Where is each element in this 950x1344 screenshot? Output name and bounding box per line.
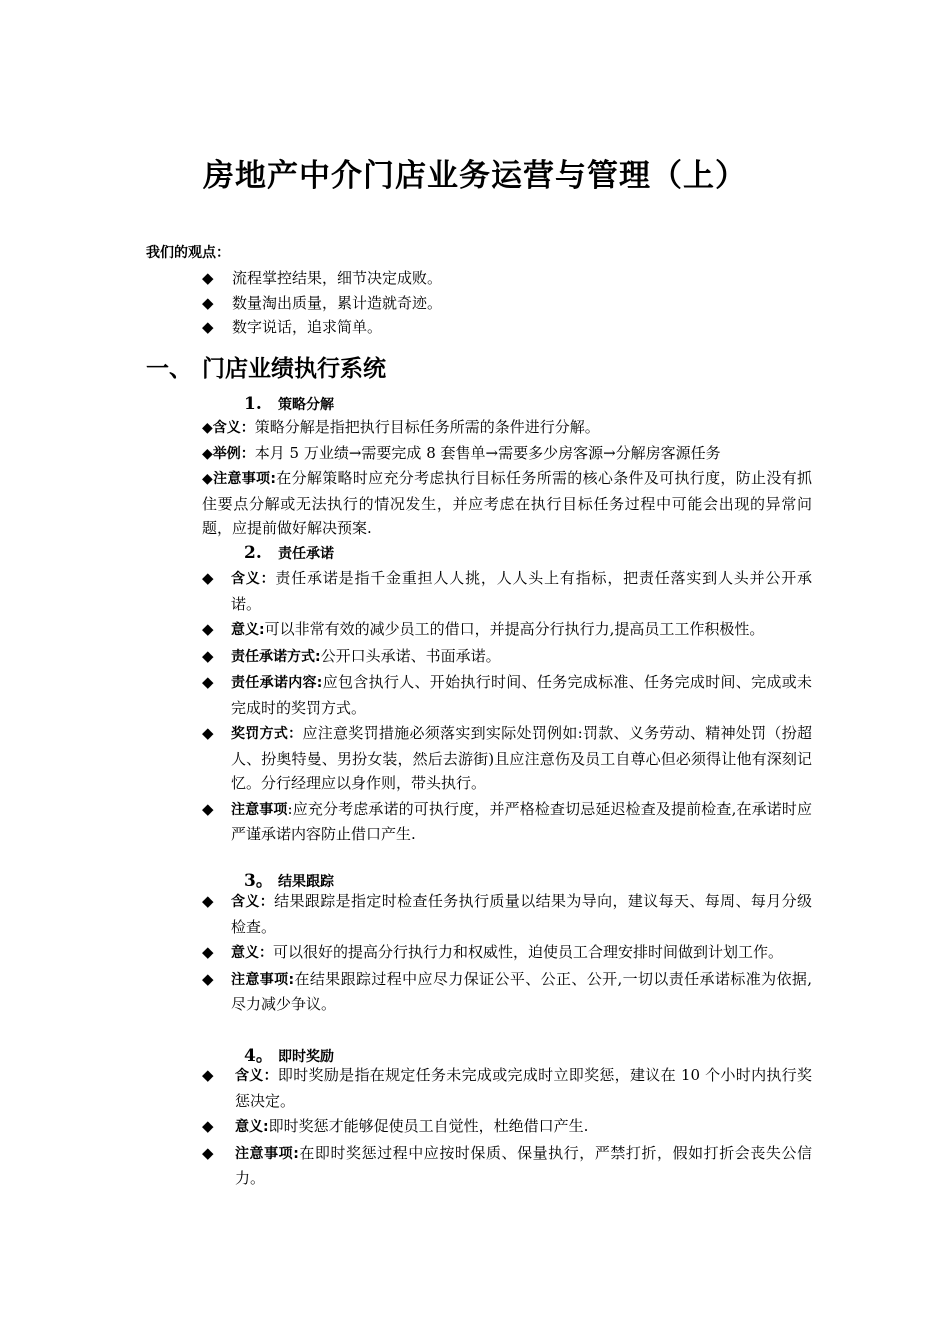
paragraph: ◆注意事项:在分解策略时应充分考虑执行目标任务所需的核心条件及可执行度，防止没有抓住要点分解或无法执行的情况发生，并应考虑在执行目标任务过程中可能会出现的异常问题，应提前做好解决预案. bbox=[202, 469, 812, 537]
subsection-heading-2: 2. 责任承诺 bbox=[244, 543, 334, 563]
list-item: ◆ 注意事项:在即时奖惩过程中应按时保质、保量执行，严禁打折，假如打折会丧失公信力。 bbox=[202, 1141, 812, 1191]
paragraph: ◆含义：策略分解是指把执行目标任务所需的条件进行分解。 bbox=[202, 418, 600, 436]
subsection-body-1 bbox=[202, 415, 812, 541]
subsection-list-4 bbox=[202, 1063, 812, 1192]
list-item: ◆ 注意事项:应充分考虑承诺的可执行度，并严格检查切忌延迟检查及提前检查,在承诺时应严谨承诺内容防止借口产生. bbox=[202, 797, 812, 847]
diamond-bullet-icon: ◆ bbox=[202, 646, 214, 665]
list-item: ◆ 奖罚方式：应注意奖罚措施必须落实到实际处罚例如:罚款、义务劳动、精神处罚（扮超人、扮奥特曼、男扮女装，然后去游街)且应注意伤及员工自尊心但必须得让他有深刻记忆。分行经理应以身作则，带头执行。 bbox=[202, 721, 812, 796]
diamond-bullet-icon: ◆ bbox=[202, 620, 214, 638]
list-item: ◆ 数字说话，追求简单。 bbox=[202, 315, 442, 340]
list-item: ◆ 含义：即时奖励是指在规定任务未完成或完成时立即奖惩，建议在 10 个小时内执行奖惩决定。 bbox=[202, 1063, 812, 1113]
diamond-bullet-icon: ◆ bbox=[202, 318, 214, 336]
diamond-bullet-icon: ◆ bbox=[202, 969, 214, 988]
paragraph: ◆举例：本月 5 万业绩→需要完成 8 套售单→需要多少房客源→分解房客源任务 bbox=[202, 443, 721, 462]
list-item: ◆ 数量淘出质量，累计造就奇迹。 bbox=[202, 291, 442, 316]
diamond-bullet-icon: ◆ bbox=[202, 569, 214, 587]
diamond-bullet-icon: ◆ bbox=[202, 1066, 214, 1084]
subsection-heading-3: 3。 结果跟踪 bbox=[244, 871, 334, 891]
subsection-list-2 bbox=[202, 566, 812, 848]
list-item: ◆ 意义：可以很好的提高分行执行力和权威性，迫使员工合理安排时间做到计划工作。 bbox=[202, 940, 812, 966]
diamond-bullet-icon: ◆ bbox=[202, 269, 214, 287]
diamond-bullet-icon: ◆ bbox=[202, 799, 214, 818]
list-item: ◆ 意义:即时奖惩才能够促使员工自觉性，杜绝借口产生. bbox=[202, 1114, 812, 1140]
section-heading: 一、 门店业绩执行系统 bbox=[146, 356, 386, 382]
intro-label: 我们的观点： bbox=[146, 245, 230, 261]
subsection-list-3 bbox=[202, 889, 812, 1018]
list-item: ◆ 责任承诺方式:公开口头承诺、书面承诺。 bbox=[202, 644, 812, 670]
document-title: 房地产中介门店业务运营与管理（上） bbox=[203, 158, 747, 194]
diamond-bullet-icon: ◆ bbox=[202, 1117, 214, 1135]
list-item: ◆ 责任承诺内容:应包含执行人、开始执行时间、任务完成标准、任务完成时间、完成或未完成时的奖罚方式。 bbox=[202, 670, 812, 720]
viewpoint-list bbox=[202, 266, 442, 340]
diamond-bullet-icon: ◆ bbox=[202, 892, 214, 910]
diamond-bullet-icon: ◆ bbox=[202, 724, 214, 742]
diamond-bullet-icon: ◆ bbox=[202, 943, 214, 961]
diamond-bullet-icon: ◆ bbox=[202, 1143, 214, 1162]
list-item: ◆ 流程掌控结果，细节决定成败。 bbox=[202, 266, 442, 291]
list-item: ◆ 注意事项:在结果跟踪过程中应尽力保证公平、公正、公开,一切以责任承诺标准为依据,尽力减少争议。 bbox=[202, 967, 812, 1017]
diamond-bullet-icon: ◆ bbox=[202, 673, 214, 691]
list-item: ◆ 含义：结果跟踪是指定时检查任务执行质量以结果为导向，建议每天、每周、每月分级检查。 bbox=[202, 889, 812, 939]
list-item: ◆ 含义：责任承诺是指千金重担人人挑，人人头上有指标，把责任落实到人头并公开承诺。 bbox=[202, 566, 812, 616]
subsection-heading-4: 4。 即时奖励 bbox=[244, 1046, 334, 1066]
diamond-bullet-icon: ◆ bbox=[202, 293, 214, 312]
subsection-heading-1: 1. 策略分解 bbox=[244, 394, 334, 414]
list-item: ◆ 意义:可以非常有效的减少员工的借口，并提高分行执行力,提高员工工作积极性。 bbox=[202, 617, 812, 643]
